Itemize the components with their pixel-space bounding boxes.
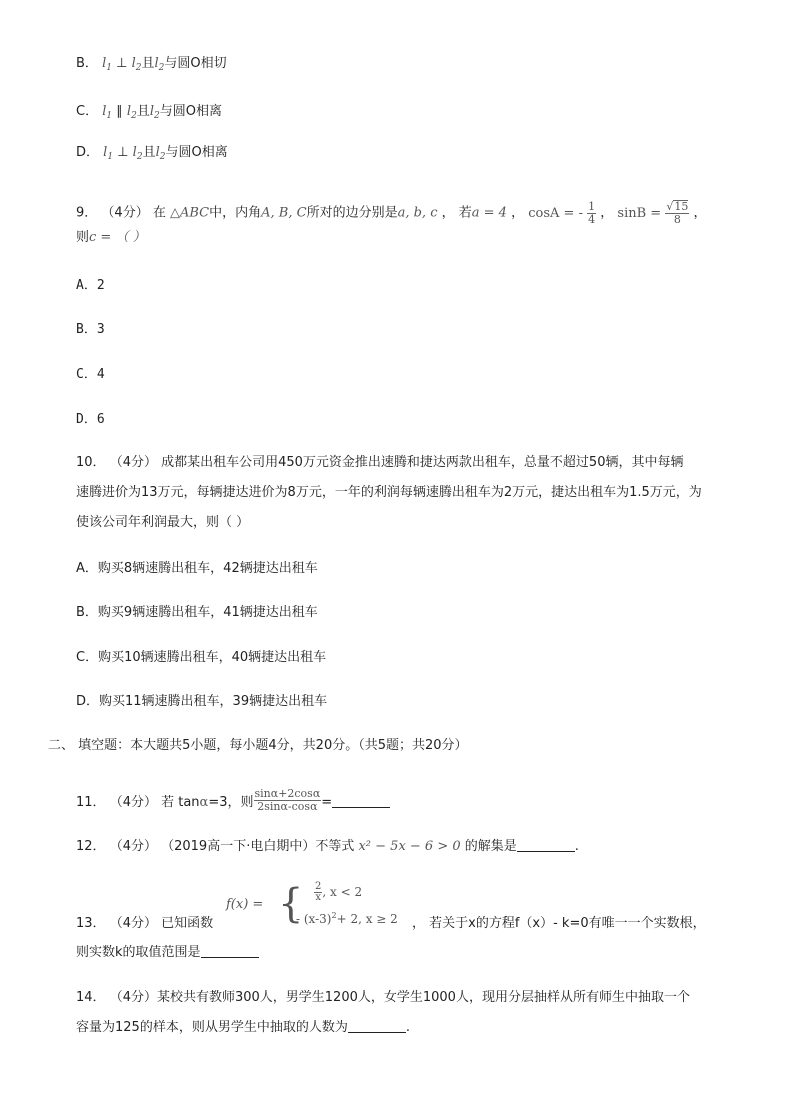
alpha-symbol: α xyxy=(199,795,209,810)
answer-blank[interactable] xyxy=(348,1018,406,1033)
option-label: C． xyxy=(76,650,99,665)
option-label: C． xyxy=(76,367,97,382)
answer-blank[interactable] xyxy=(517,837,575,852)
condition-a: a = 4 xyxy=(471,205,507,221)
option-text: 与圆O相离 xyxy=(165,145,228,160)
q8-option-b: B． $l_1$ ⊥ $l_2$且$l_2$与圆O相切 xyxy=(76,56,227,73)
q10-option-b xyxy=(76,603,318,623)
option-text: 与圆O相离 xyxy=(159,104,222,119)
piecewise-brace: { xyxy=(278,881,304,927)
answer-blank[interactable] xyxy=(332,793,390,808)
question-score: （4分） xyxy=(109,990,157,1005)
question-source: （2019高一下·电白期中）不等式 xyxy=(161,839,355,854)
line-symbol: $l_1$ xyxy=(102,104,113,121)
question-score: （4分） xyxy=(109,839,157,854)
q10-stem-line2: 速腾进价为13万元，每辆捷达进价为8万元，一年的利润每辆速腾出租车为2万元，捷达出租车为1.5万元，为 xyxy=(76,485,702,500)
q8-option-c: C． $l_1$ ∥ $l_2$且$l_2$与圆O相离 xyxy=(76,104,222,121)
q10-stem-line3: 使该公司年利润最大，则（ ） xyxy=(76,515,250,530)
option-value: 2 xyxy=(96,278,105,293)
question-score: （4分） xyxy=(101,205,149,221)
line-symbol: $l_2$ xyxy=(131,56,142,73)
q14-stem-line2: 容量为125的样本，则从男学生中抽取的人数为 . xyxy=(76,1020,410,1035)
question-score: （4分） xyxy=(109,455,157,470)
q10-option-d xyxy=(76,692,327,712)
piecewise-case1: $\frac{2}{x}$ , x < 2 xyxy=(315,881,363,903)
option-value: 6 xyxy=(96,412,105,427)
sin-b-expr: sinB = $\frac{√15}{8}$ xyxy=(617,200,689,226)
option-value: 购买8辆速腾出租车，42辆捷达出租车 xyxy=(97,561,318,576)
question-number: 13． xyxy=(76,916,106,931)
q13-stem-line1: 13． （4分） 已知函数 xyxy=(76,916,214,931)
question-score: （4分） xyxy=(109,795,157,810)
q10-option-a xyxy=(76,559,318,579)
option-text: 与圆O相切 xyxy=(164,56,227,71)
option-label: B． xyxy=(76,56,98,71)
relation-symbol: ⊥ xyxy=(117,145,129,160)
relation-symbol: ∥ xyxy=(116,104,123,119)
q13-stem-condition: ， 若关于x的方程f（x）- k=0有唯一一个实数根， xyxy=(412,916,706,931)
line-symbol: $l_1$ xyxy=(102,56,112,73)
option-label: B． xyxy=(76,322,97,337)
angles-expr: A, B, C xyxy=(261,205,307,221)
answer-blank[interactable] xyxy=(201,943,259,958)
option-label: A． xyxy=(76,278,97,293)
q9-stem-line1: 9． （4分） 在 △ABC中，内角A, B, C所对的边分别是a, b, c ， 若a = 4 ， cosA = - $\frac{1}{4}$ ， sinB = $\frac{√15}{8}$ ， xyxy=(76,199,707,226)
option-value: 4 xyxy=(96,367,105,382)
option-label: D． xyxy=(76,412,97,427)
option-value: 购买11辆速腾出租车，39辆捷达出租车 xyxy=(99,694,328,709)
question-number: 9． xyxy=(76,205,98,221)
option-label: A． xyxy=(76,561,98,576)
cos-a-expr: cosA = - $\frac{1}{4}$ xyxy=(528,199,596,226)
sides-expr: a, b, c xyxy=(397,205,438,221)
q14-stem-line1: 14． （4分）某校共有教师300人，男学生1200人，女学生1000人，现用分层抽样从所有师生中抽取一个 xyxy=(76,990,690,1005)
q10-stem-line1: 10． （4分） 成都某出租车公司用450万元资金推出速腾和捷达两款出租车，总量不超过50辆，其中每辆 xyxy=(76,455,684,470)
trig-fraction: $\frac{\sin\alpha+2\cos\alpha}{2\sin\alpha-\cos\alpha}$ xyxy=(254,787,321,813)
q9-option-d xyxy=(76,410,105,430)
q10-option-c xyxy=(76,648,326,668)
q13-stem-line2: 则实数k的取值范围是 xyxy=(76,943,259,963)
q9-option-a xyxy=(76,276,105,296)
question-score: （4分） xyxy=(109,916,157,931)
piecewise-case2: - $(x-3)^2+ 2$, x ≥ 2 xyxy=(296,911,398,926)
triangle-expr: △ABC xyxy=(170,205,210,221)
option-label: D． xyxy=(76,694,100,709)
piecewise-fx: f(x) = xyxy=(226,897,264,912)
question-number: 11． xyxy=(76,795,106,810)
q11-stem: 11． （4分） 若 tanα=3，则 $\frac{\sin\alpha+2\cos\alpha}{2\sin\alpha-\cos\alpha}$ = xyxy=(76,788,390,813)
q9-option-b xyxy=(76,320,105,340)
question-number: 10． xyxy=(76,455,106,470)
inequality-expr: x² − 5x − 6 > 0 xyxy=(358,839,461,854)
option-label: B． xyxy=(76,605,98,620)
question-number: 12． xyxy=(76,839,106,854)
option-label: D． xyxy=(76,145,100,160)
option-value: 购买9辆速腾出租车，41辆捷达出租车 xyxy=(97,605,318,620)
line-symbol: $l_2$ xyxy=(132,145,143,162)
q9-stem-line2: 则c = （ ） xyxy=(76,230,146,245)
line-symbol: $l_2$ xyxy=(126,104,137,121)
q12-stem: 12． （4分） （2019高一下·电白期中）不等式 x² − 5x − 6 > 0 的解集是 . xyxy=(76,839,579,854)
q9-option-c xyxy=(76,365,105,385)
option-value: 购买10辆速腾出租车，40辆捷达出租车 xyxy=(98,650,327,665)
section-heading: 二、 填空题：本大题共5小题，每小题4分，共20分。（共5题；共20分） xyxy=(48,738,468,753)
q8-option-d: D． $l_1$ ⊥ $l_2$且$l_2$与圆O相离 xyxy=(76,145,228,162)
target-expr: c = （ ） xyxy=(89,230,146,245)
option-value: 3 xyxy=(96,322,105,337)
question-number: 14． xyxy=(76,990,106,1005)
line-symbol: $l_1$ xyxy=(103,145,114,162)
option-label: C． xyxy=(76,104,99,119)
relation-symbol: ⊥ xyxy=(116,56,128,71)
